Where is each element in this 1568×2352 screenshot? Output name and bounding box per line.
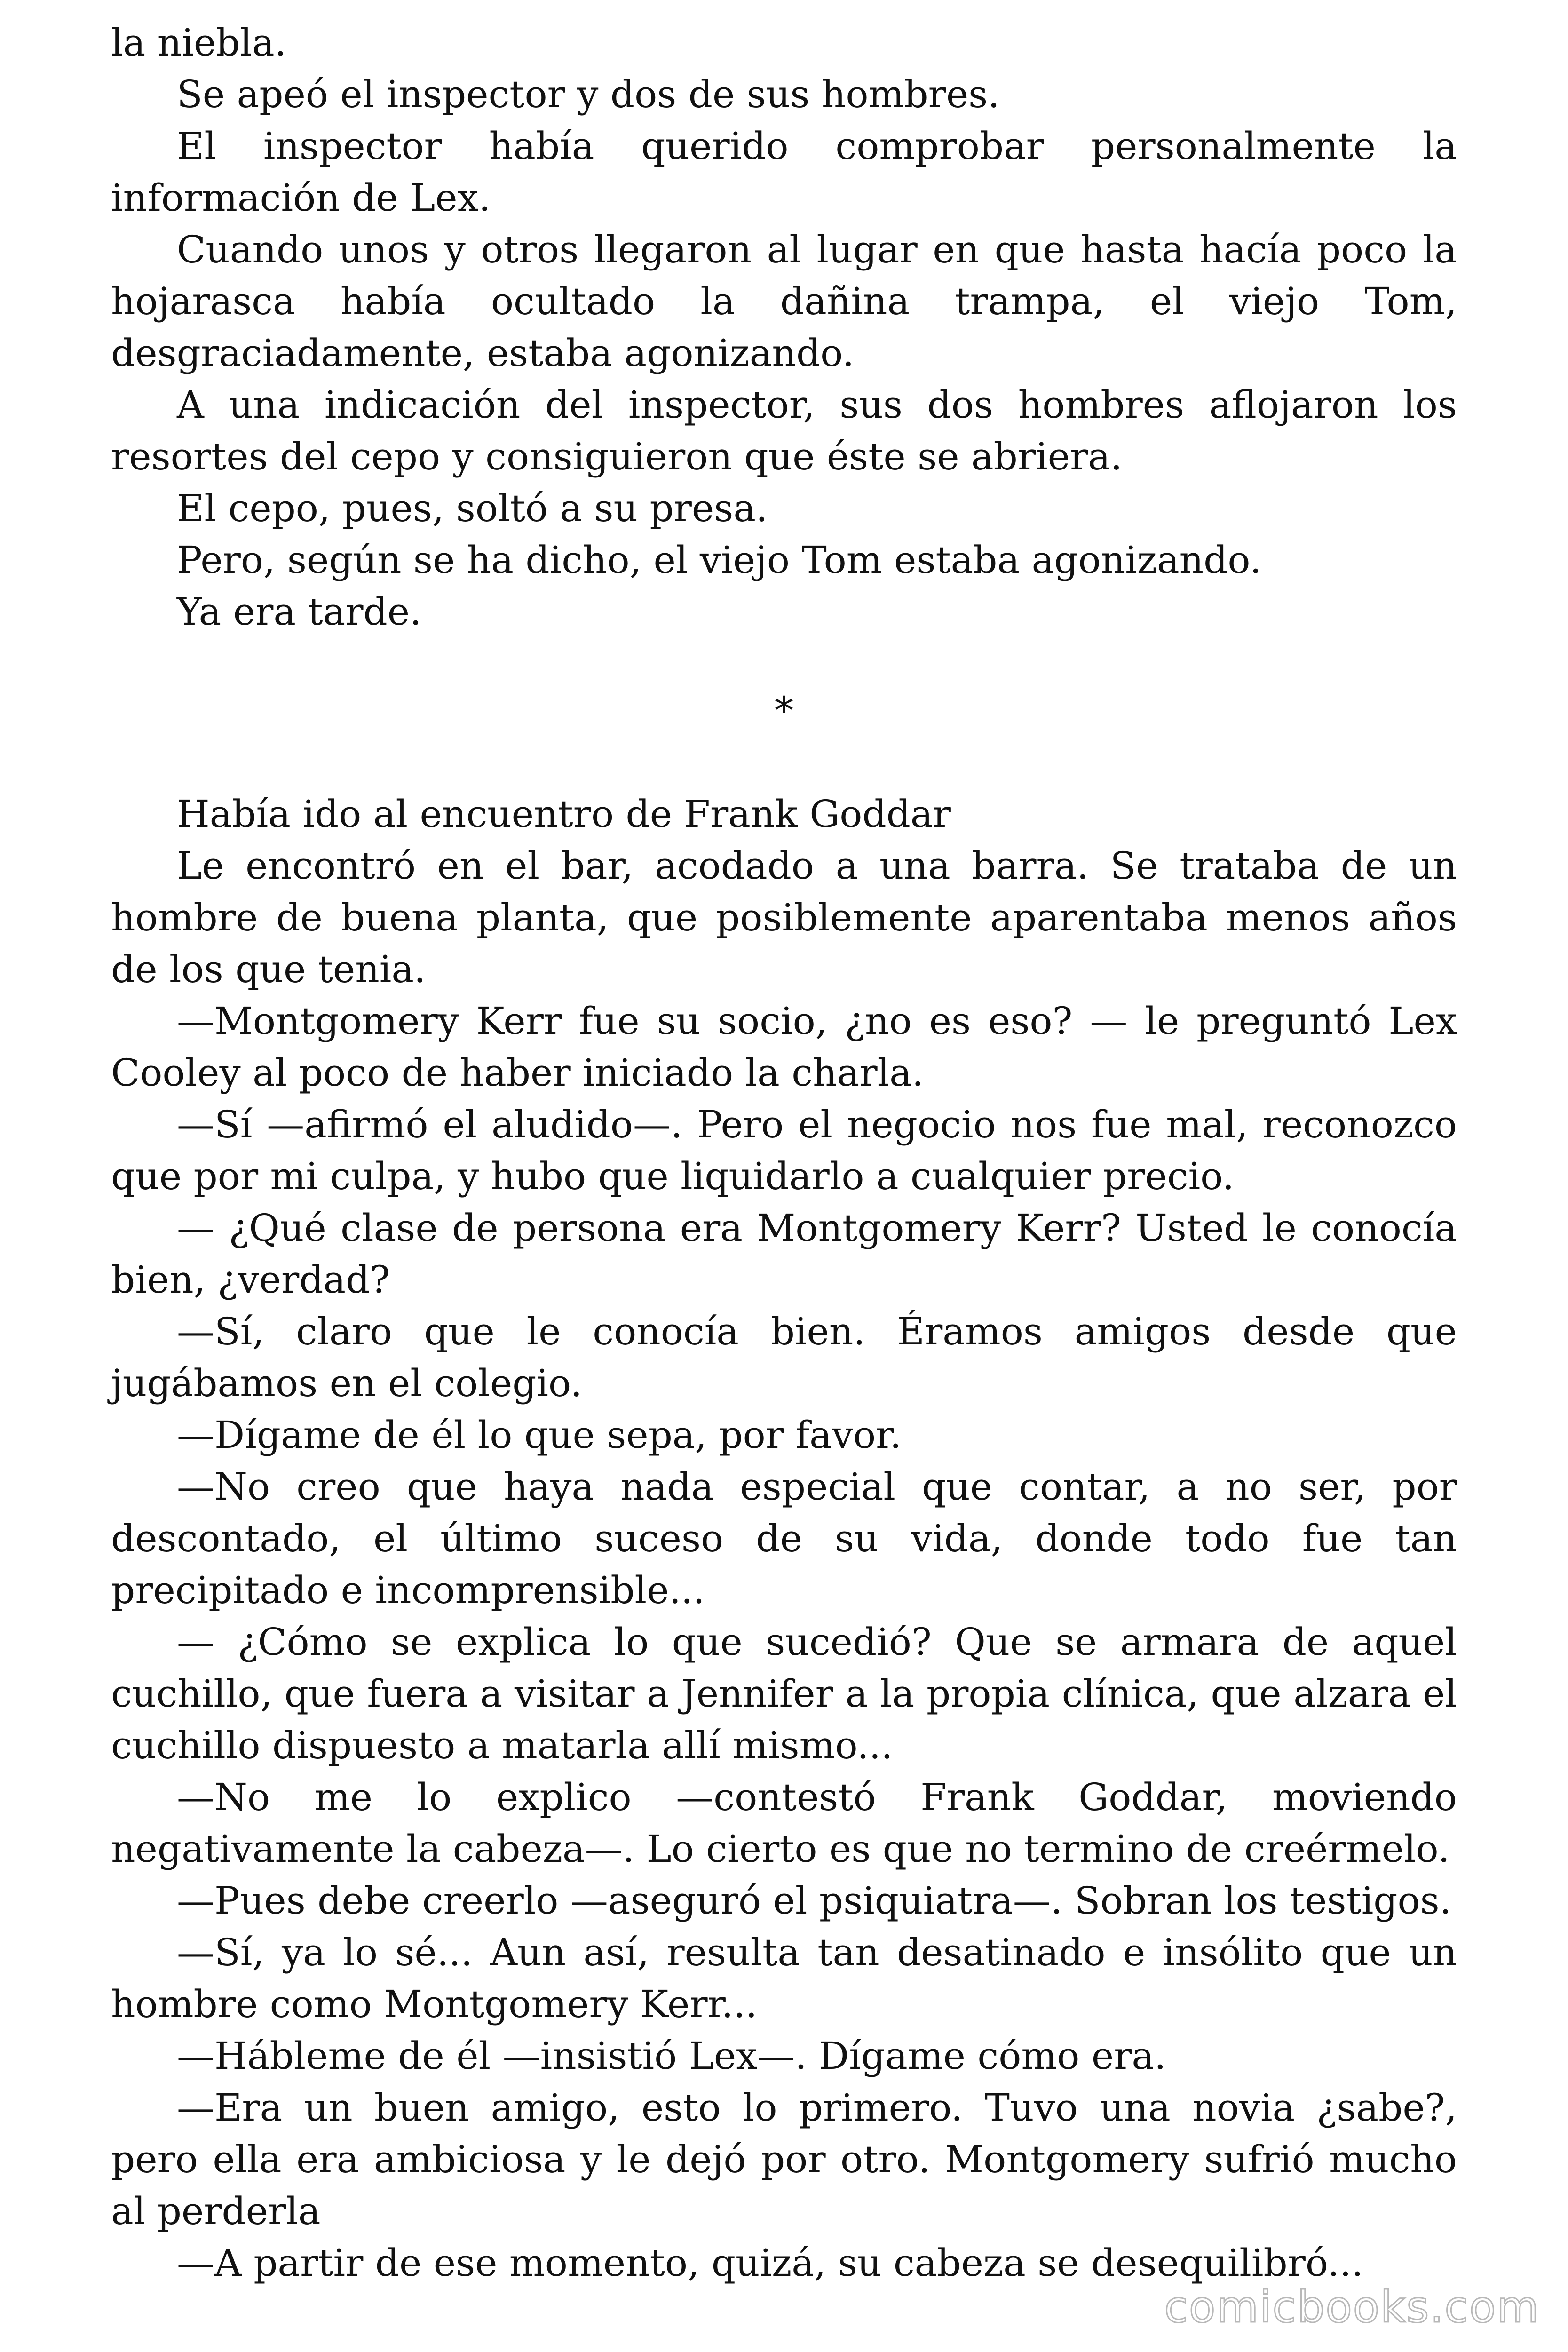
dialogue-paragraph: —Hábleme de él —insistió Lex—. Dígame cómo era. [177,2034,1166,2078]
dialogue-paragraph: —Sí, ya lo sé... Aun así, resulta tan desatinado e insólito que un hombre como Montgomery Kerr... [111,1931,1457,2026]
scene-break-asterisk: * [775,689,793,732]
watermark: comicbooks.com [1164,2282,1540,2332]
dialogue-paragraph: —No me lo explico —contestó Frank Goddar, moviendo negativamente la cabeza—. Lo cierto es que no termino de creérmelo. [111,1775,1457,1871]
paragraph: Pero, según se ha dicho, el viejo Tom estaba agonizando. [177,538,1262,582]
dialogue-paragraph: — ¿Cómo se explica lo que sucedió? Que se armara de aquel cuchillo, que fuera a visitar a Jennifer a la propia clínica, que alzara el cuchillo dispuesto a matarla allí mismo... [111,1620,1457,1767]
dialogue-paragraph: —Montgomery Kerr fue su socio, ¿no es eso? — le preguntó Lex Cooley al poco de haber iniciado la charla. [111,999,1457,1095]
dialogue-paragraph: — ¿Qué clase de persona era Montgomery Kerr? Usted le conocía bien, ¿verdad? [111,1206,1457,1302]
paragraph: Había ido al encuentro de Frank Goddar [177,792,951,836]
book-page [111,17,1457,2289]
dialogue-paragraph: —No creo que haya nada especial que contar, a no ser, por descontado, el último suceso de su vida, donde todo fue tan precipitado e incomprensible... [111,1465,1457,1612]
paragraph: la niebla. [111,21,287,64]
text-section-before-break [111,17,1457,638]
paragraph: El inspector había querido comprobar personalmente la información de Lex. [111,124,1457,220]
text-section-after-break [111,788,1457,2289]
paragraph: Le encontró en el bar, acodado a una barra. Se trataba de un hombre de buena planta, que posiblemente aparentaba menos años de los que tenia. [111,844,1457,991]
paragraph: Se apeó el inspector y dos de sus hombres. [177,72,1000,116]
paragraph: Ya era tarde. [177,590,422,634]
dialogue-paragraph: —Pues debe creerlo —aseguró el psiquiatra—. Sobran los testigos. [177,1879,1452,1923]
dialogue-paragraph: —Dígame de él lo que sepa, por favor. [177,1413,902,1457]
paragraph: A una indicación del inspector, sus dos hombres aflojaron los resortes del cepo y consiguieron que éste se abriera. [111,383,1457,478]
paragraph: Cuando unos y otros llegaron al lugar en que hasta hacía poco la hojarasca había ocultado la dañina trampa, el viejo Tom, desgraciadamente, estaba agonizando. [111,228,1457,375]
dialogue-paragraph: —A partir de ese momento, quizá, su cabeza se desequilibró... [177,2241,1363,2285]
paragraph: El cepo, pues, soltó a su presa. [177,486,768,530]
dialogue-paragraph: —Era un buen amigo, esto lo primero. Tuvo una novia ¿sabe?, pero ella era ambiciosa y le dejó por otro. Montgomery sufrió mucho al perderla [111,2086,1457,2233]
dialogue-paragraph: —Sí —afirmó el aludido—. Pero el negocio nos fue mal, reconozco que por mi culpa, y hubo que liquidarlo a cualquier precio. [111,1103,1457,1198]
dialogue-paragraph: —Sí, claro que le conocía bien. Éramos amigos desde que jugábamos en el colegio. [111,1310,1457,1405]
